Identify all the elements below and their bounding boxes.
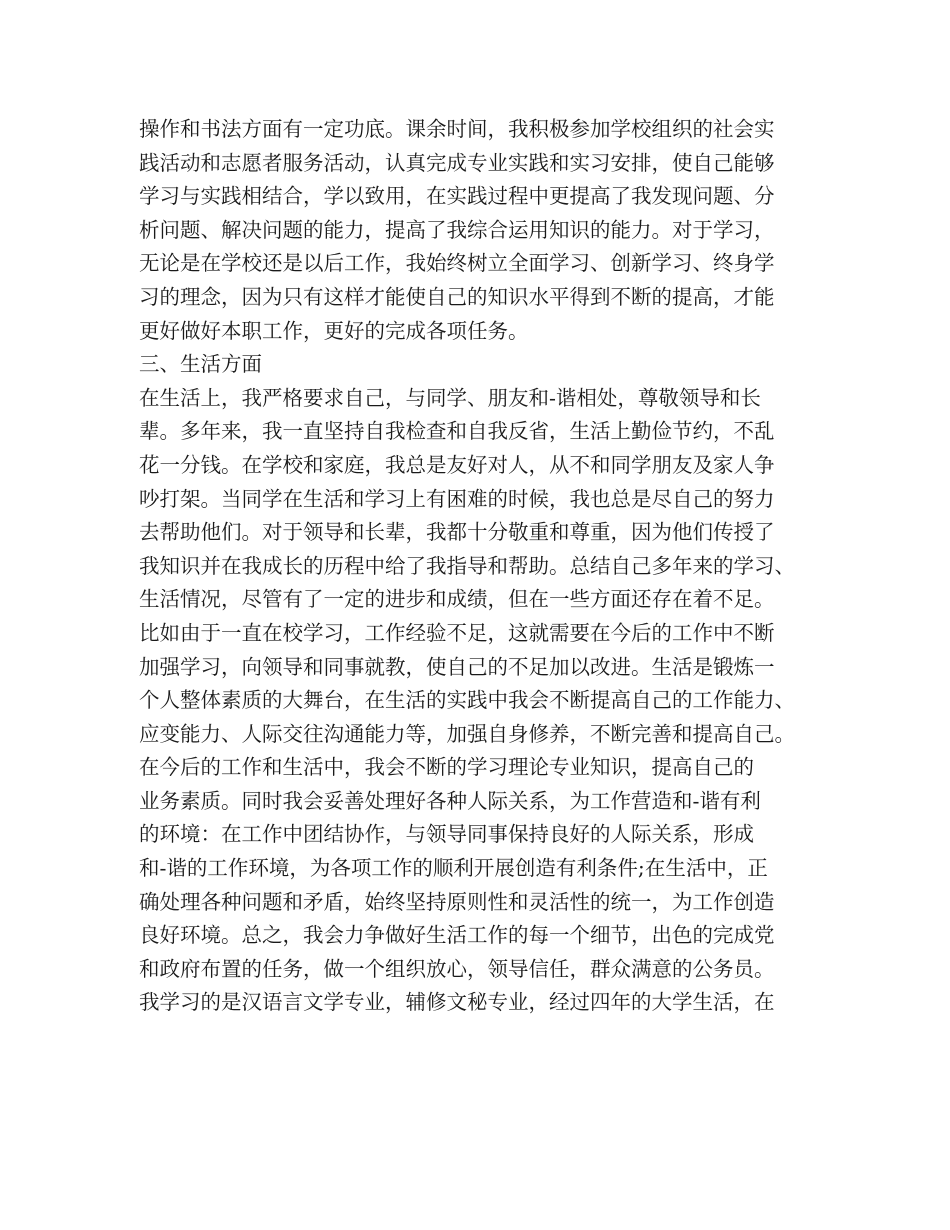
text-line: 比如由于一直在校学习，工作经验不足，这就需要在今后的工作中不断	[139, 620, 775, 645]
text-line: 在生活上，我严格要求自己，与同学、朋友和-谐相处，尊敬领导和长	[139, 385, 761, 410]
text-line: 我学习的是汉语言文学专业，辅修文秘专业，经过四年的大学生活，在	[139, 990, 775, 1015]
text-line: 习的理念，因为只有这样才能使自己的知识水平得到不断的提高，才能	[139, 284, 775, 309]
text-line: 践活动和志愿者服务活动，认真完成专业实践和实习安排，使自己能够	[139, 150, 775, 175]
document-body	[139, 113, 839, 1020]
text-line: 我知识并在我成长的历程中给了我指导和帮助。总结自己多年来的学习、	[139, 553, 795, 578]
text-line: 和-谐的工作环境，为各项工作的顺利开展创造有利条件;在生活中，正	[139, 856, 768, 881]
text-line: 学习与实践相结合，学以致用，在实践过程中更提高了我发现问题、分	[139, 184, 775, 209]
text-line: 确处理各种问题和矛盾，始终坚持原则性和灵活性的统一，为工作创造	[139, 889, 775, 914]
text-line: 花一分钱。在学校和家庭，我总是友好对人，从不和同学朋友及家人争	[139, 452, 775, 477]
text-line: 应变能力、人际交往沟通能力等，加强自身修养，不断完善和提高自己。	[139, 721, 795, 746]
text-line: 业务素质。同时我会妥善处理好各种人际关系，为工作营造和-谐有利	[139, 788, 761, 813]
text-line: 去帮助他们。对于领导和长辈，我都十分敬重和尊重，因为他们传授了	[139, 520, 775, 545]
text-line: 操作和书法方面有一定功底。课余时间，我积极参加学校组织的社会实	[139, 117, 775, 141]
section-heading: 三、生活方面	[139, 352, 262, 377]
text-line: 吵打架。当同学在生活和学习上有困难的时候，我也总是尽自己的努力	[139, 486, 775, 511]
text-line: 在今后的工作和生活中，我会不断的学习理论专业知识，提高自己的	[139, 755, 754, 780]
text-line: 的环境：在工作中团结协作，与领导同事保持良好的人际关系，形成	[139, 822, 754, 847]
text-line: 加强学习，向领导和同事就教，使自己的不足加以改进。生活是锻炼一	[139, 654, 775, 679]
text-line: 无论是在学校还是以后工作，我始终树立全面学习、创新学习、终身学	[139, 251, 775, 276]
text-line: 更好做好本职工作，更好的完成各项任务。	[139, 318, 529, 343]
text-line: 生活情况，尽管有了一定的进步和成绩，但在一些方面还存在着不足。	[139, 587, 775, 612]
text-line: 良好环境。总之，我会力争做好生活工作的每一个细节，出色的完成党	[139, 923, 775, 948]
text-line: 辈。多年来，我一直坚持自我检查和自我反省，生活上勤俭节约，不乱	[139, 419, 775, 444]
text-line: 和政府布置的任务，做一个组织放心，领导信任，群众满意的公务员。	[139, 956, 775, 981]
text-line: 析问题、解决问题的能力，提高了我综合运用知识的能力。对于学习，	[139, 217, 775, 242]
text-line: 个人整体素质的大舞台，在生活的实践中我会不断提高自己的工作能力、	[139, 688, 795, 713]
